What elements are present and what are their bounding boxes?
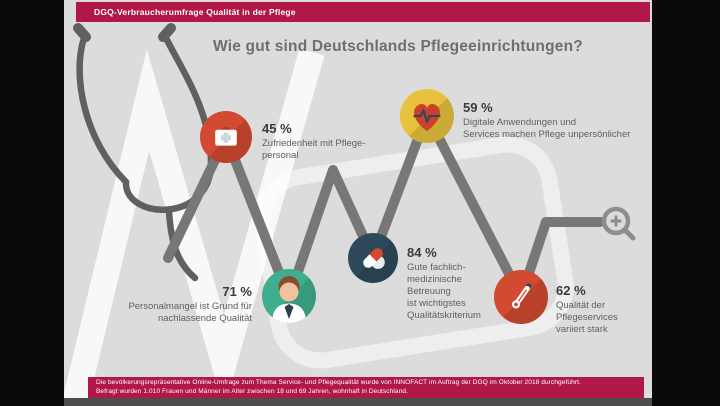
watermark-zigzag — [64, 0, 652, 398]
infographic-card — [64, 0, 652, 398]
node-first-aid — [200, 111, 252, 163]
stethoscope-icon — [64, 0, 652, 398]
stat-desc-line: Personalmangel ist Grund für — [128, 301, 252, 312]
nurse-icon — [262, 269, 316, 323]
stat-desc-line: personal — [262, 150, 299, 161]
header-bar — [76, 2, 650, 22]
stat-desc-line: medizinische — [407, 274, 462, 285]
stat-digital — [463, 100, 652, 141]
thermometer-icon — [499, 275, 543, 319]
stat-desc-line: Gute fachlich- — [407, 262, 466, 273]
stat-zufriedenheit — [262, 121, 392, 162]
stat-desc-line: Qualität der — [556, 300, 606, 311]
stat-desc-line: Qualitätskriterium — [407, 310, 481, 321]
node-nurse — [262, 269, 316, 323]
stat-desc-line: Digitale Anwendungen und — [463, 117, 577, 128]
stat-desc-line: ist wichtigstes — [407, 298, 466, 309]
stat-value: 84 % — [407, 245, 437, 260]
stat-desc-line: Pflegeservices — [556, 312, 618, 323]
magnifier-plus-icon — [600, 205, 640, 245]
stat-desc-line: Zufriedenheit mit Pflege- — [262, 138, 366, 149]
heart-pulse-icon — [403, 92, 451, 140]
footer-bar — [88, 377, 644, 398]
node-heart — [400, 89, 454, 143]
bottom-strip — [64, 398, 652, 406]
stat-value: 45 % — [262, 121, 292, 136]
stat-pflegeservices — [556, 283, 651, 336]
footer-line-1: Die bevölkerungsrepräsentative Online-Umfrage zum Thema Service- und Pflegequalität wurde von INNOFACT im Auftrag der DGQ im Oktober 2018 durchgeführt. — [96, 379, 581, 386]
stat-value: 59 % — [463, 100, 493, 115]
first-aid-kit-icon — [208, 119, 244, 155]
header-bar-label: DGQ-Verbraucherumfrage Qualität in der Pflege — [94, 7, 296, 17]
node-pill — [348, 233, 398, 283]
stat-desc-line: nachlassende Qualität — [157, 313, 252, 324]
stat-desc-line: Services machen Pflege unpersönlicher — [463, 129, 631, 140]
trend-line — [64, 0, 652, 398]
pill-icon — [352, 237, 394, 279]
node-thermometer — [494, 270, 548, 324]
stat-value: 62 % — [556, 283, 586, 298]
stat-personalmangel — [92, 284, 252, 325]
stat-desc-line: Betreuung — [407, 286, 451, 297]
footer-line-2: Befragt wurden 1.010 Frauen und Männer im Alter zwischen 18 und 69 Jahren, wohnhaft in Deutschland. — [96, 387, 408, 395]
page-title: Wie gut sind Deutschlands Pflegeeinrichtungen? — [213, 38, 583, 55]
stat-desc-line: variiert stark — [556, 324, 608, 335]
stat-value: 71 % — [222, 284, 252, 299]
